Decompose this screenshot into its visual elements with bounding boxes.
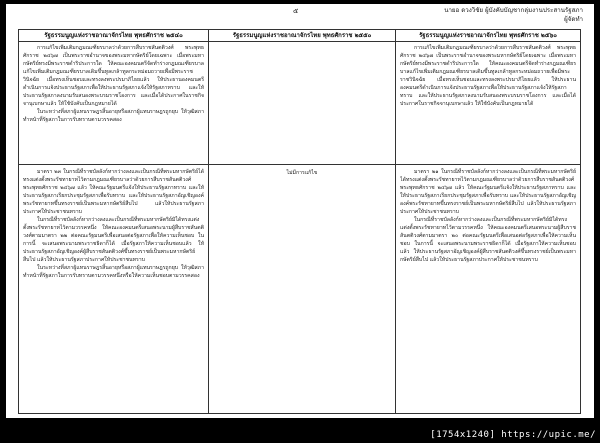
column-2540 xyxy=(19,30,209,413)
column-2550 xyxy=(209,30,396,413)
paragraph: ในระหว่างที่สภาผู้แทนราษฎรสิ้นอายุหรือสภาผู้แทนราษฎรถูกยุบ ให้วุฒิสภาทำหน้าที่รัฐสภาในการรับทราบตามวรรคหนึ่งหรือให้ความเห็นชอบตามวรรคสอง xyxy=(23,265,204,279)
cell-2540-row2 xyxy=(23,168,204,412)
cell-2560-row1 xyxy=(400,44,576,162)
comparison-table xyxy=(18,29,581,414)
cell-2550-row1 xyxy=(213,44,391,144)
paragraph: การแก้ไขเพิ่มเติมกฎมณเฑียรบาลว่าด้วยการสืบราชสันตติวงศ์ พระพุทธศักราช ๒๔๖๗ เป็นพระราชอำนาจของพระมหากษัตริย์โดยเฉพาะ เมื่อพระมหากษัตริย์ทรงมีพระราชดำริประการใด ให้คณะองคมนตรีจัดทำร่างกฎมณเฑียรบาลแก้ไขเพิ่มเติมกฎมณเฑียรบาลเดิมขึ้นทูลเกล้าทูลกระหม่อมถวายเพื่อมีพระราชวินิจฉัย เมื่อทรงเห็นชอบและทรงลงพระปรมาภิไธยแล้ว ให้ประธานองคมนตรีดำเนินการแจ้งประธานรัฐสภาเพื่อให้ประธานรัฐสภาแจ้งให้รัฐสภาทราบ และให้ประธานรัฐสภาลงนามรับสนองพระบรมราชโองการ และเมื่อได้ประกาศในราชกิจจานุเบกษาแล้ว ให้ใช้บังคับเป็นกฎหมายได้ xyxy=(23,45,204,107)
paragraph: ในกรณีที่ราชบัลลังก์หากว่างลงและเป็นกรณีที่พระมหากษัตริย์มิได้ทรงแต่งตั้งพระรัชทายาทไว้ตามวรรคหนึ่ง ให้คณะองคมนตรีเสนอพระนามผู้สืบราชสันตติวงศ์ตามมาตรา ๒๒ ต่อคณะรัฐมนตรีเพื่อเสนอต่อรัฐสภาเพื่อให้ความเห็นชอบ ในการนี้ จะเสนอพระนามพระราชธิดาก็ได้ เมื่อรัฐสภาให้ความเห็นชอบแล้ว ให้ประธานรัฐสภาอัญเชิญองค์ผู้สืบราชสันตติวงศ์ขึ้นทรงราชย์เป็นพระมหากษัตริย์สืบไป แล้วให้ประธานรัฐสภาประกาศให้ประชาชนทราบ xyxy=(23,217,204,263)
paragraph: การแก้ไขเพิ่มเติมกฎมณเฑียรบาลว่าด้วยการสืบราชสันตติวงศ์ พระพุทธศักราช ๒๔๖๗ เป็นพระราชอำนาจของพระมหากษัตริย์โดยเฉพาะ เมื่อพระมหากษัตริย์ทรงมีพระราชดำริประการใด ให้คณะองคมนตรีจัดทำร่างกฎมณเฑียรบาลแก้ไขเพิ่มเติมกฎมณเฑียรบาลเดิมขึ้นทูลเกล้าทูลกระหม่อมถวายเพื่อมีพระราชวินิจฉัย เมื่อทรงเห็นชอบและทรงลงพระปรมาภิไธยแล้ว ให้ประธานองคมนตรีดำเนินการแจ้งประธานรัฐสภาเพื่อให้ประธานรัฐสภาแจ้งให้รัฐสภาทราบ และให้ประธานรัฐสภาลงนามรับสนองพระบรมราชโองการ และเมื่อได้ประกาศในราชกิจจานุเบกษาแล้ว ให้ใช้บังคับเป็นกฎหมายได้ xyxy=(400,45,576,107)
author-line-1: นายอ ดวงวิชัย ผู้บังคับบัญชากลุ่มงานประสานรัฐสภา xyxy=(444,7,583,14)
document-page xyxy=(6,4,594,418)
header-2550: รัฐธรรมนูญแห่งราชอาณาจักรไทย พุทธศักราช ๒๕๕๐ xyxy=(209,30,395,42)
row-divider xyxy=(19,164,580,165)
cell-2550-row2: ไม่มีการแก้ไข xyxy=(286,170,318,176)
cell-2560-row2 xyxy=(400,168,576,412)
column-2560 xyxy=(396,30,580,413)
author-note xyxy=(444,6,583,24)
header-2560: รัฐธรรมนูญแห่งราชอาณาจักรไทย พุทธศักราช ๒๕๖๐ xyxy=(396,30,580,42)
image-host-watermark: [1754x1240] https://upic.me/ xyxy=(430,430,596,440)
page-number: ๕ xyxy=(293,7,299,15)
paragraph: ในกรณีที่ราชบัลลังก์หากว่างลงและเป็นกรณีที่พระมหากษัตริย์มิได้ทรงแต่งตั้งพระรัชทายาทไว้ตามวรรคหนึ่ง ให้คณะองคมนตรีเสนอพระนามผู้สืบราชสันตติวงศ์ตามมาตรา ๒๐ ต่อคณะรัฐมนตรีเพื่อเสนอต่อรัฐสภาเพื่อให้ความเห็นชอบ ในการนี้ จะเสนอพระนามพระราชธิดาก็ได้ เมื่อรัฐสภาให้ความเห็นชอบแล้ว ให้ประธานรัฐสภาอัญเชิญองค์ผู้สืบราชสันตติวงศ์ขึ้นทรงราชย์เป็นพระมหากษัตริย์สืบไป แล้วให้ประธานรัฐสภาประกาศให้ประชาชนทราบ xyxy=(400,217,576,263)
cell-2540-row1 xyxy=(23,44,204,162)
paragraph: มาตรา ๒๑ ในกรณีที่ราชบัลลังก์หากว่างลงและเป็นกรณีที่พระมหากษัตริย์ได้ทรงแต่งตั้งพระรัชทายาทไว้ตามกฎมณเฑียรบาลว่าด้วยการสืบราชสันตติวงศ์ พระพุทธศักราช ๒๔๖๗ แล้ว ให้คณะรัฐมนตรีแจ้งให้ประธานรัฐสภาทราบ และให้ประธานรัฐสภาเรียกประชุมรัฐสภาเพื่อรับทราบ และให้ประธานรัฐสภาอัญเชิญองค์พระรัชทายาทขึ้นทรงราชย์เป็นพระมหากษัตริย์สืบไป แล้วให้ประธานรัฐสภาประกาศให้ประชาชนทราบ xyxy=(400,169,576,215)
paragraph: ในระหว่างที่สภาผู้แทนราษฎรสิ้นอายุหรือสภาผู้แทนราษฎรถูกยุบ ให้วุฒิสภาทำหน้าที่รัฐสภาในการรับทราบตามวรรคสอง xyxy=(23,109,204,123)
paragraph: มาตรา ๒๓ ในกรณีที่ราชบัลลังก์หากว่างลงและเป็นกรณีที่พระมหากษัตริย์ได้ทรงแต่งตั้งพระรัชทายาทไว้ตามกฎมณเฑียรบาลว่าด้วยการสืบราชสันตติวงศ์ พระพุทธศักราช ๒๔๖๗ แล้ว ให้คณะรัฐมนตรีแจ้งให้ประธานรัฐสภาทราบ และให้ประธานรัฐสภาเรียกประชุมรัฐสภาเพื่อรับทราบ และให้ประธานรัฐสภาอัญเชิญองค์พระรัชทายาทขึ้นทรงราชย์เป็นพระมหากษัตริย์สืบไป แล้วให้ประธานรัฐสภาประกาศให้ประชาชนทราบ xyxy=(23,169,204,215)
author-line-2: ผู้จัดทำ xyxy=(564,16,583,23)
header-2540: รัฐธรรมนูญแห่งราชอาณาจักรไทย พุทธศักราช ๒๕๔๐ xyxy=(19,30,208,42)
